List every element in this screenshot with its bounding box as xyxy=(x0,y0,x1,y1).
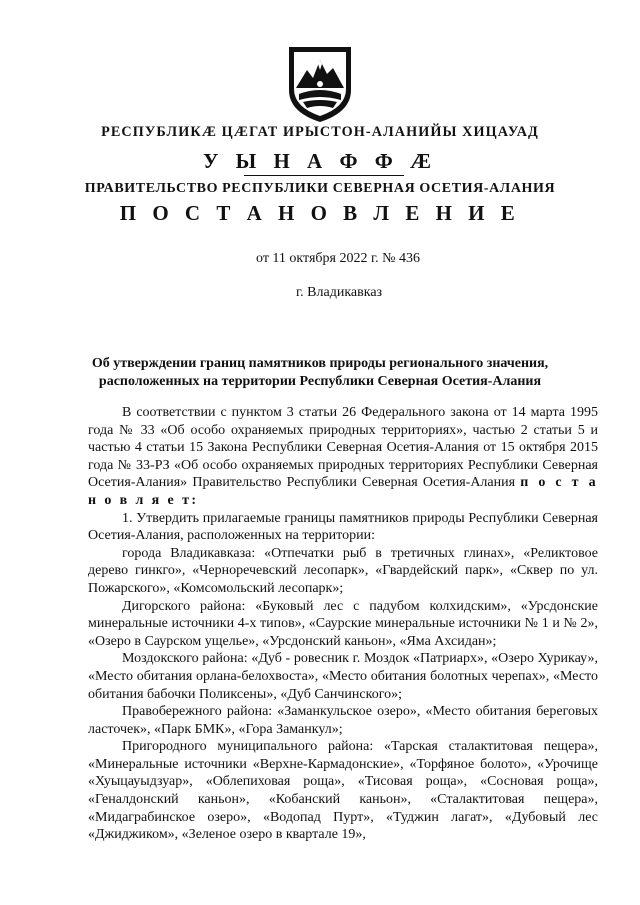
prigorodny-paragraph: Пригородного муниципального района: «Тарская сталактитовая пещера», «Минеральные источники «Верхне-Кармадонские», «Торфяное болото», «Урочище «Хуыцауыдзуар», «Облепиховая роща», «Тисовая роща», «Сосновая роща», «Геналдонский каньон», «Кобанский каньон», «Сталактитовая пещера», «Мидаграбинское озеро», «Водопад Пурт», «Туджин лагат», «Дубовый лес «Джиджиком», «Зеленое озеро в квартале 19», xyxy=(88,739,598,843)
ossetian-decree-title: У Ы Н А Ф Ф Ӕ xyxy=(202,149,438,173)
resolves-word: п о с т а н о в л я е т: xyxy=(88,475,598,508)
decree-city: г. Владикавказ xyxy=(296,285,383,300)
mozdok-paragraph: Моздокского района: «Дуб - ровесник г. Моздок «Патриарх», «Озеро Хурикау», «Место обитания орлана-белохвоста», «Место обитания болотных черепах», «Место обитания бабочки Поликсены», «Дуб Санчинского»; xyxy=(88,651,598,702)
decree-date-number: от 11 октября 2022 г. № 436 xyxy=(256,251,420,266)
preamble-text: В соответствии с пунктом 3 статьи 26 Федерального закона от 14 марта 1995 года № 33 «Об особо охраняемых природных территориях», частью 2 статьи 5 и частью 4 статьи 15 Закона Республики Северная Осетия-Алания от 15 октября 2015 года № 33-РЗ «Об особо охраняемых природных территориях Республики Северная Осетия-Алания» Правительство Республики Северная Осетия-Алания xyxy=(88,405,598,491)
preamble-paragraph xyxy=(88,404,598,510)
ossetian-republic-heading: РЕСПУБЛИКӔ ЦӔГАТ ИРЫСТОН-АЛАНИЙЫ ХИЦАУАД xyxy=(101,124,539,140)
vladikavkaz-paragraph: города Владикавказа: «Отпечатки рыб в третичных глинах», «Реликтовое дерево гинкго», «Черноречевский лесопарк», «Гвардейский парк», «Сквер по ул. Пожарского», «Комсомольский лесопарк»; xyxy=(88,545,598,596)
pravoberezhny-paragraph: Правобережного района: «Заманкульское озеро», «Место обитания береговых ласточек», «Парк БМК», «Гора Заманкул»; xyxy=(88,704,598,737)
item-1-paragraph: 1. Утвердить прилагаемые границы памятников природы Республики Северная Осетия-Алания, расположенных на территории: xyxy=(88,510,598,544)
government-heading: ПРАВИТЕЛЬСТВО РЕСПУБЛИКИ СЕВЕРНАЯ ОСЕТИЯ-АЛАНИЯ xyxy=(84,181,556,196)
digora-paragraph: Дигорского района: «Буковый лес с падубом колхидским», «Урсдонские минеральные источники 4-х типов», «Саурские минеральные источники № 1 и № 2», «Озеро в Саурском ущелье», «Урсдонский каньон», «Яма Ахсидан»; xyxy=(88,598,598,649)
decree-subject: Об утверждении границ памятников природы регионального значения, расположенных на территории Республики Северная Осетия-Алания xyxy=(91,356,549,389)
decree-title: П О С Т А Н О В Л Е Н И Е xyxy=(119,201,521,225)
title-underline xyxy=(244,175,404,176)
decree-body xyxy=(88,404,598,844)
coat-of-arms-emblem xyxy=(285,44,355,124)
